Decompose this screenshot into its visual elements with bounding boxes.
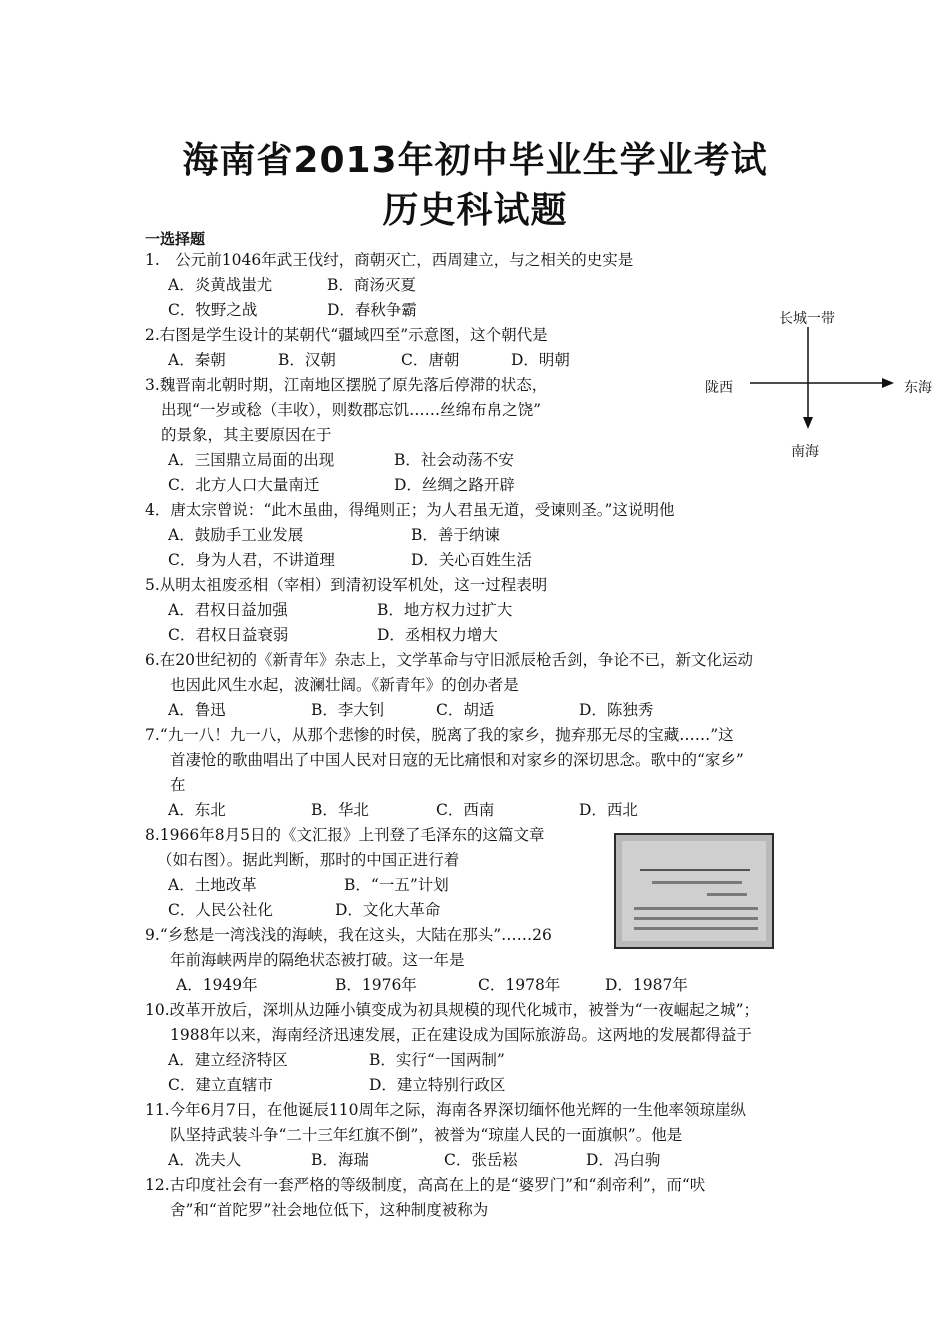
exam-title: 海南省2013年初中毕业生学业考试 [182, 140, 768, 181]
q10-option-c: C．建立直辖市 [168, 1076, 273, 1094]
q3-option-b: B．社会动荡不安 [394, 451, 514, 469]
newspaper-text-smudge [707, 893, 747, 896]
q8-option-b: B．“一五”计划 [344, 876, 449, 894]
q6-option-d: D．陈独秀 [579, 701, 654, 719]
q7-option-a: A．东北 [168, 801, 226, 819]
q1-option-c: C．牧野之战 [168, 301, 258, 319]
q3-stem-line: 的景象，其主要原因在于 [161, 426, 332, 444]
q3-option-c: C．北方人口大量南迁 [168, 476, 320, 494]
diagram-label-east: 东海 [904, 380, 932, 396]
q2-option-d: D．明朝 [511, 351, 570, 369]
q7-option-b: B．华北 [311, 801, 369, 819]
exam-subtitle: 历史科试题 [382, 190, 568, 231]
q10-option-b: B．实行“一国两制” [369, 1051, 505, 1069]
q11-option-a: A．冼夫人 [168, 1151, 242, 1169]
q7-option-d: D．西北 [579, 801, 638, 819]
q10-stem-line: 10.改革开放后，深圳从边陲小镇变成为初具规模的现代化城市，被誉为“一夜崛起之城”； [145, 1001, 760, 1019]
q3-stem-line: 出现“一岁或稔（丰收），则数郡忘饥……丝绵布帛之饶” [161, 401, 542, 419]
newspaper-text-smudge [634, 917, 758, 920]
q7-option-c: C．西南 [436, 801, 495, 819]
diagram-label-south: 南海 [791, 444, 819, 460]
q8-option-a: A．土地改革 [168, 876, 257, 894]
q7-stem-line: 7.“九一八！九一八，从那个悲惨的时侯，脱离了我的家乡，抛弃那无尽的宝藏……”这 [145, 726, 734, 744]
newspaper-photo [614, 833, 774, 949]
q2-option-b: B．汉朝 [278, 351, 336, 369]
q4-option-b: B．善于纳谏 [411, 526, 500, 544]
q11-option-b: B．海瑞 [311, 1151, 369, 1169]
q8-option-c: C．人民公社化 [168, 901, 273, 919]
q12-stem-line: 12.古印度社会有一套严格的等级制度，高高在上的是“婆罗门”和“刹帝利”，而“吠 [145, 1176, 706, 1194]
q5-stem: 5.从明太祖废丞相（宰相）到清初设军机处，这一过程表明 [145, 576, 548, 594]
q9-option-d: D．1987年 [605, 976, 688, 994]
q2-option-a: A．秦朝 [168, 351, 226, 369]
q8-stem-line: 8.1966年8月5日的《文汇报》上刊登了毛泽东的这篇文章 [145, 826, 545, 844]
q7-stem-line: 首凄怆的歌曲唱出了中国人民对日寇的无比痛恨和对家乡的深切思念。歌中的“家乡” [170, 751, 744, 769]
q4-stem: 4．唐太宗曾说：“此木虽曲，得绳则正；为人君虽无道，受谏则圣。”这说明他 [145, 501, 675, 519]
q1-stem: 1. 公元前1046年武王伐纣，商朝灭亡，西周建立，与之相关的史实是 [145, 251, 634, 269]
q5-option-a: A．君权日益加强 [168, 601, 288, 619]
diagram-arrow-south [803, 417, 813, 429]
q9-option-c: C．1978年 [478, 976, 561, 994]
q6-option-a: A．鲁迅 [168, 701, 226, 719]
q6-stem-line: 6.在20世纪初的《新青年》杂志上，文学革命与守旧派辰枪舌剑，争论不已，新文化运动 [145, 651, 754, 669]
q4-option-c: C．身为人君，不讲道理 [168, 551, 335, 569]
q4-option-a: A．鼓励手工业发展 [168, 526, 304, 544]
q9-option-b: B．1976年 [335, 976, 417, 994]
q11-option-d: D．冯白驹 [586, 1151, 661, 1169]
q11-stem-line: 11.今年6月7日，在他诞辰110周年之际，海南各界深切缅怀他光辉的一生他率领琼崖纵 [145, 1101, 746, 1119]
section-label: 一选择题 [145, 230, 206, 248]
diagram-label-west: 陇西 [705, 380, 733, 396]
diagram-arrow-east [882, 378, 894, 388]
q1-option-b: B．商汤灭夏 [327, 276, 416, 294]
q5-option-b: B．地方权力过扩大 [377, 601, 513, 619]
q6-stem-line: 也因此风生水起，波澜壮阔。《新青年》的创办者是 [170, 676, 519, 694]
q8-stem-line: （如右图）。据此判断，那时的中国正进行着 [157, 851, 460, 869]
newspaper-headline-smudge [640, 851, 750, 871]
q9-option-a: A．1949年 [176, 976, 258, 994]
newspaper-text-smudge [652, 881, 742, 884]
diagram-label-north: 长城一带 [779, 311, 835, 327]
newspaper-photo-content [622, 841, 766, 941]
q3-option-a: A．三国鼎立局面的出现 [168, 451, 335, 469]
q9-stem-line: 年前海峡两岸的隔绝状态被打破。这一年是 [170, 951, 465, 969]
q2-option-c: C．唐朝 [401, 351, 460, 369]
q10-option-d: D．建立特别行政区 [369, 1076, 506, 1094]
newspaper-text-smudge [634, 907, 758, 910]
q2-stem: 2.右图是学生设计的某朝代“疆域四至”示意图，这个朝代是 [145, 326, 548, 344]
q9-stem-line: 9.“乡愁是一湾浅浅的海峡，我在这头，大陆在那头”……26 [145, 926, 552, 944]
q3-option-d: D．丝绸之路开辟 [394, 476, 515, 494]
q10-option-a: A．建立经济特区 [168, 1051, 288, 1069]
q4-option-d: D．关心百姓生活 [411, 551, 532, 569]
q3-stem-line: 3.魏晋南北朝时期，江南地区摆脱了原先落后停滞的状态， [145, 376, 548, 394]
q10-stem-line: 1988年以来，海南经济迅速发展，正在建设成为国际旅游岛。这两地的发展都得益于 [170, 1026, 752, 1044]
q1-option-a: A．炎黄战蚩尤 [168, 276, 273, 294]
q11-stem-line: 队坚持武装斗争“二十三年红旗不倒”，被誉为“琼崖人民的一面旗帜”。他是 [170, 1126, 683, 1144]
newspaper-text-smudge [634, 927, 758, 930]
q5-option-c: C．君权日益衰弱 [168, 626, 289, 644]
q7-stem-line: 在 [170, 776, 186, 794]
q6-option-b: B．李大钊 [311, 701, 385, 719]
q12-stem-line: 舍”和“首陀罗”社会地位低下，这种制度被称为 [170, 1201, 489, 1219]
q8-option-d: D．文化大革命 [335, 901, 441, 919]
q5-option-d: D．丞相权力增大 [377, 626, 498, 644]
q1-option-d: D．春秋争霸 [327, 301, 417, 319]
q6-option-c: C．胡适 [436, 701, 495, 719]
q11-option-c: C．张岳崧 [444, 1151, 518, 1169]
